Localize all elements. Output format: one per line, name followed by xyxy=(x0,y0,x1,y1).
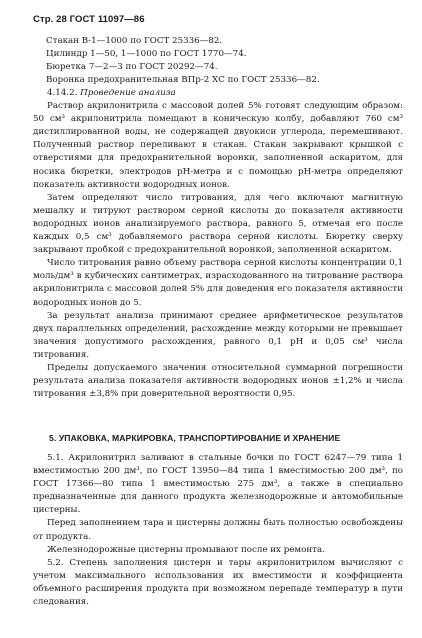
paragraph: Пределы допускаемого значения относительной суммарной погрешности результата анализа показателя активности водородных ионов ±1,2% и числа титрования ±3,8% при доверительной вероятности 0,95. xyxy=(33,362,403,400)
equipment-item: Цилиндр 1—50, 1—1000 по ГОСТ 1770—74. xyxy=(46,49,247,60)
packaging-section xyxy=(33,452,403,609)
section-heading: 5. УПАКОВКА, МАРКИРОВКА, ТРАНСПОРТИРОВАНИЕ И ХРАНЕНИЕ xyxy=(49,433,341,443)
paragraph: 5.2. Степень заполнения цистерн и тары акрилонитрилом вычисляют с учетом максимального использования их вместимости и коэффициента объемного расширения продукта при возможном перепаде температур в пути следования. xyxy=(33,557,403,608)
clause-title: Проведение анализа xyxy=(80,88,176,98)
paragraph: За результат анализа принимают среднее арифметическое результатов двух параллельных определений, расхождение между которыми не превышает значения допустимого расхождения, равного 0,1 pH и 0,05 см³ числа титрования. xyxy=(33,310,403,360)
clause-heading xyxy=(33,87,403,100)
clause-number: 4.14.2. xyxy=(47,88,78,98)
equipment-item: Стакан В-1—1000 по ГОСТ 25336—82. xyxy=(46,36,223,46)
equipment-list xyxy=(46,35,402,87)
equipment-item: Бюретка 7—2—3 по ГОСТ 20292—74. xyxy=(46,62,218,73)
page-header: Стр. 28 ГОСТ 11097—86 xyxy=(33,14,145,25)
paragraph: Раствор акрилонитрила с массовой долей 5% готовят следующим образом: 50 см³ акрилонитрила помещают в коническую колбу, добавляют 760 см³ дистиллированной воды, не содержащей двуокиси углерода, перемешивают. Полученный раствор переливают в стакан. Стакан закрывают крышкой с отверстиями для предохранительной воронки, заполненной аскаритом, для носика бюретки, электродов pH-метра и с помощью pH-метра определяют показатель активности водородных ионов. xyxy=(33,101,403,190)
paragraph: Затем определяют число титрования, для чего включают магнитную мешалку и титруют раствором серной кислоты до показателя активности водородных ионов анализируемого раствора, равного 5, отмечая его после каждых 0,5 см³ добавляемого раствора серной кислоты. Бюретку сверху закрывают пробкой с предохранительной воронкой, заполненной аскаритом. xyxy=(33,192,403,256)
paragraph: Железнодорожные цистерны промывают после их ремонта. xyxy=(47,544,325,555)
paragraph: Перед заполнением тара и цистерны должны быть полностью освобождены от продукта. xyxy=(33,518,403,542)
analysis-section xyxy=(33,87,403,401)
paragraph: 5.1. Акрилонитрил заливают в стальные бочки по ГОСТ 6247—79 типа 1 вместимостью 200 дм³, по ГОСТ 13950—84 типа 1 вместимостью 200 дм³, по ГОСТ 17366—80 типа 1 вместимостью 275 дм³, а также в специально предназначенные для данного продукта железнодорожные и автомобильные цистерны. xyxy=(33,453,403,516)
equipment-item: Воронка предохранительная ВПр-2 ХС по ГОСТ 25336—82. xyxy=(46,75,320,86)
paragraph: Число титрования равно объему раствора серной кислоты концентрации 0,1 моль/дм³ в кубических сантиметрах, израсходованного на титрование раствора акрилонитрила с массовой долей 5% для доведения его показателя активности водородных ионов до 5. xyxy=(33,258,403,308)
